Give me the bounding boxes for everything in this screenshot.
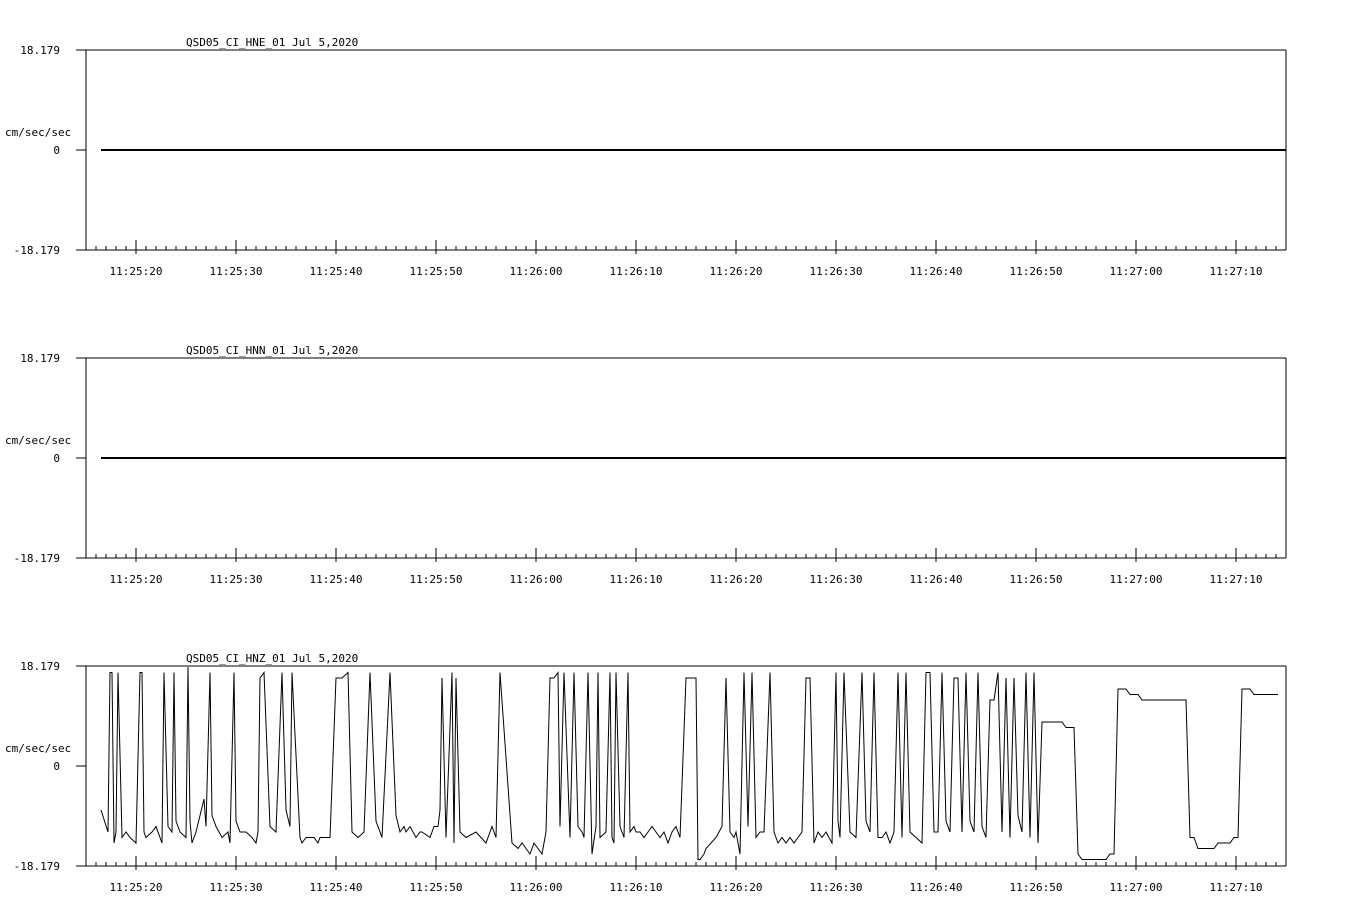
chart-panel-1 bbox=[5, 36, 1286, 278]
series-line bbox=[101, 667, 1278, 860]
x-tick-label: 11:26:30 bbox=[809, 573, 863, 586]
y-tick-label: -18.179 bbox=[13, 552, 60, 565]
x-tick-label: 11:25:30 bbox=[209, 573, 263, 586]
x-tick-label: 11:26:50 bbox=[1009, 881, 1063, 894]
x-tick-label: 11:26:50 bbox=[1009, 573, 1063, 586]
x-tick-label: 11:26:40 bbox=[909, 881, 963, 894]
x-tick-label: 11:26:20 bbox=[709, 265, 763, 278]
chart-panel-2 bbox=[5, 344, 1286, 586]
x-tick-label: 11:27:10 bbox=[1209, 881, 1263, 894]
x-tick-label: 11:26:00 bbox=[509, 265, 563, 278]
x-tick-label: 11:26:30 bbox=[809, 881, 863, 894]
x-tick-label: 11:25:40 bbox=[309, 265, 363, 278]
x-tick-label: 11:25:20 bbox=[109, 265, 163, 278]
x-tick-label: 11:25:40 bbox=[309, 881, 363, 894]
x-tick-label: 11:26:40 bbox=[909, 573, 963, 586]
y-tick-label: 0 bbox=[53, 144, 60, 157]
y-tick-label: 18.179 bbox=[20, 44, 60, 57]
y-tick-label: 18.179 bbox=[20, 352, 60, 365]
x-tick-label: 11:25:30 bbox=[209, 881, 263, 894]
x-tick-label: 11:26:40 bbox=[909, 265, 963, 278]
x-tick-label: 11:26:10 bbox=[609, 881, 663, 894]
x-tick-label: 11:27:10 bbox=[1209, 573, 1263, 586]
chart-title: QSD05_CI_HNZ_01 Jul 5,2020 bbox=[186, 652, 359, 665]
y-tick-label: -18.179 bbox=[13, 860, 60, 873]
x-tick-label: 11:27:00 bbox=[1109, 573, 1163, 586]
x-tick-label: 11:26:20 bbox=[709, 573, 763, 586]
x-tick-label: 11:27:00 bbox=[1109, 881, 1163, 894]
x-tick-label: 11:25:30 bbox=[209, 265, 263, 278]
x-tick-label: 11:27:00 bbox=[1109, 265, 1163, 278]
y-tick-label: 0 bbox=[53, 452, 60, 465]
x-tick-label: 11:26:00 bbox=[509, 881, 563, 894]
y-axis-label: cm/sec/sec bbox=[5, 742, 72, 755]
x-tick-label: 11:26:50 bbox=[1009, 265, 1063, 278]
y-tick-label: -18.179 bbox=[13, 244, 60, 257]
y-tick-label: 0 bbox=[53, 760, 60, 773]
chart-title: QSD05_CI_HNN_01 Jul 5,2020 bbox=[186, 344, 359, 357]
x-tick-label: 11:25:20 bbox=[109, 881, 163, 894]
y-tick-label: 18.179 bbox=[20, 660, 60, 673]
x-tick-label: 11:25:50 bbox=[409, 881, 463, 894]
x-tick-label: 11:26:10 bbox=[609, 265, 663, 278]
chart-panel-3 bbox=[5, 652, 1286, 894]
x-tick-label: 11:25:40 bbox=[309, 573, 363, 586]
chart-title: QSD05_CI_HNE_01 Jul 5,2020 bbox=[186, 36, 359, 49]
y-axis-label: cm/sec/sec bbox=[5, 126, 72, 139]
x-tick-label: 11:26:10 bbox=[609, 573, 663, 586]
x-tick-label: 11:25:20 bbox=[109, 573, 163, 586]
x-tick-label: 11:25:50 bbox=[409, 265, 463, 278]
x-tick-label: 11:26:20 bbox=[709, 881, 763, 894]
x-tick-label: 11:26:30 bbox=[809, 265, 863, 278]
x-tick-label: 11:26:00 bbox=[509, 573, 563, 586]
x-tick-label: 11:25:50 bbox=[409, 573, 463, 586]
x-tick-label: 11:27:10 bbox=[1209, 265, 1263, 278]
y-axis-label: cm/sec/sec bbox=[5, 434, 72, 447]
